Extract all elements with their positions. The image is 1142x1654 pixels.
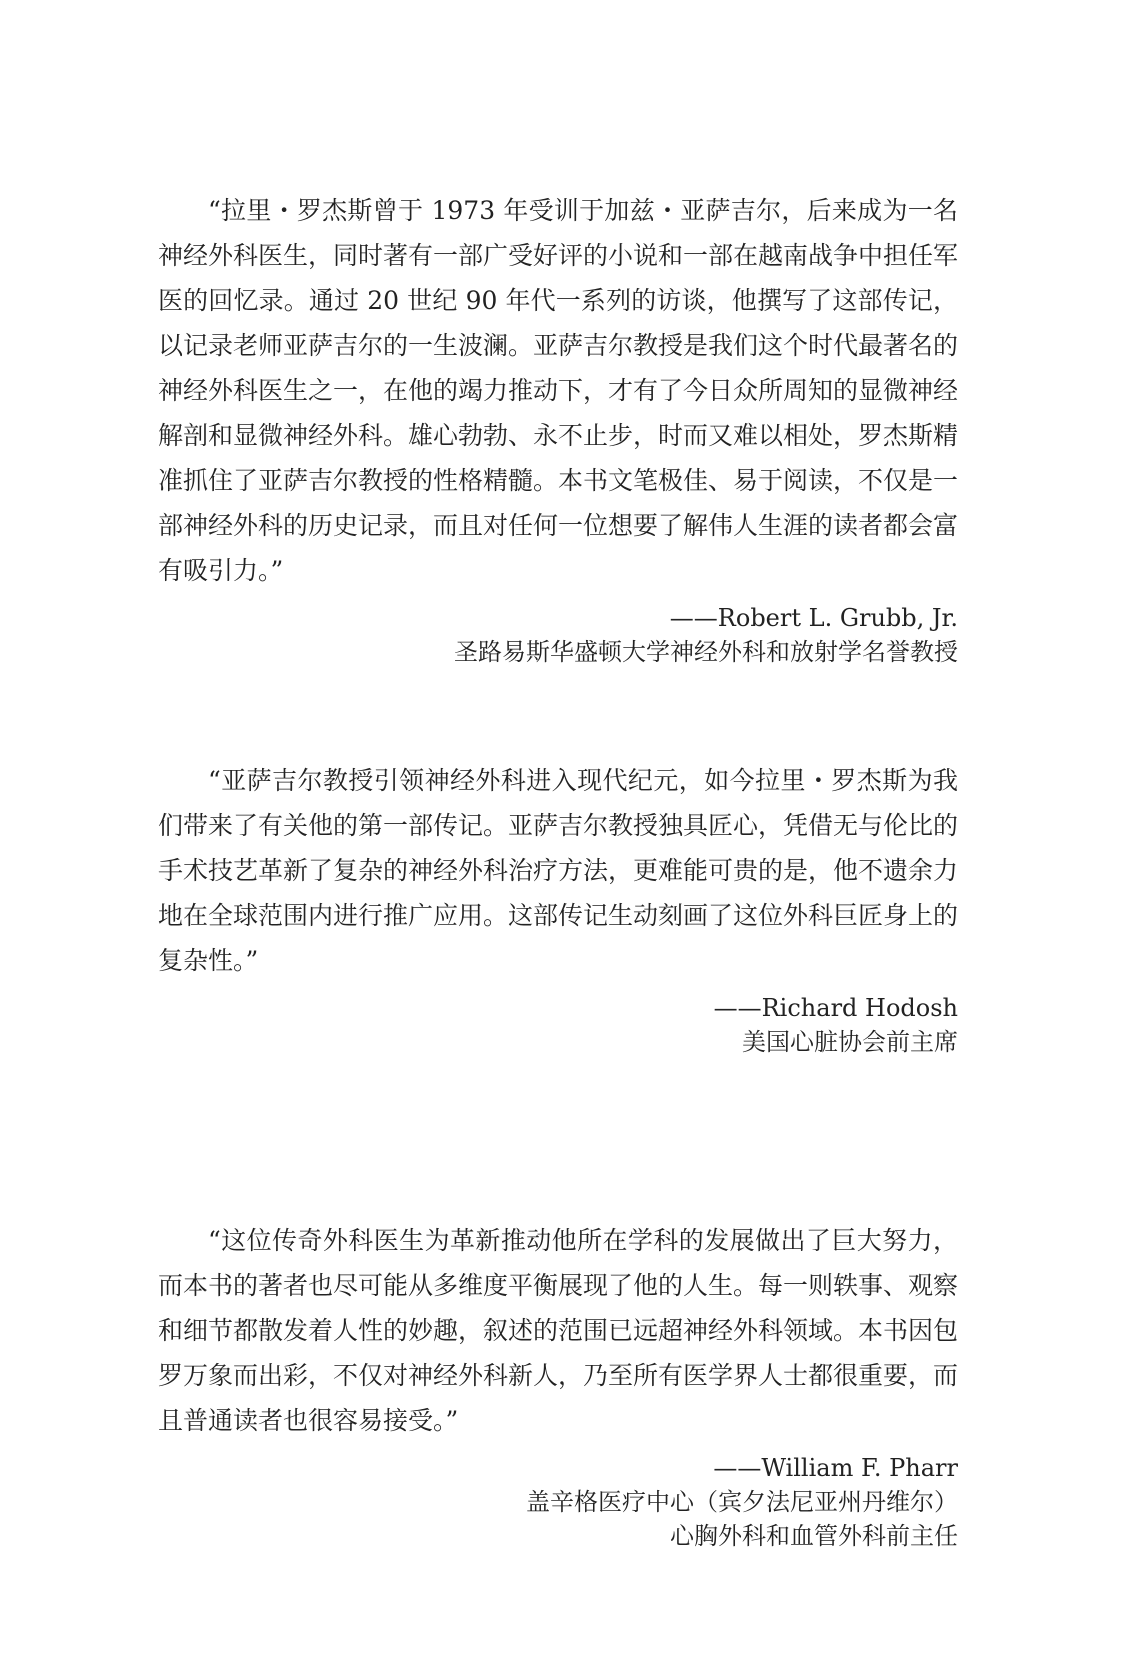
endorsement-affiliation: 盖辛格医疗中心（宾夕法尼亚州丹维尔）: [526, 1488, 958, 1516]
endorsement-pharr: [158, 1218, 958, 1553]
endorsement-author: ——Robert L. Grubb, Jr.: [669, 604, 958, 632]
endorsement-affiliation: 美国心脏协会前主席: [742, 1028, 958, 1056]
endorsement-quote: “这位传奇外科医生为革新推动他所在学科的发展做出了巨大努力，而本书的著者也尽可能从多维度平衡展现了他的人生。每一则轶事、观察和细节都散发着人性的妙趣，叙述的范围已远超神经外科领域。本书因包罗万象而出彩，不仅对神经外科新人，乃至所有医学界人士都很重要，而且普通读者也很容易接受。”: [158, 1226, 959, 1435]
endorsement-affiliation: 圣路易斯华盛顿大学神经外科和放射学名誉教授: [454, 638, 958, 666]
endorsement-attribution: [158, 601, 958, 669]
endorsement-quote: “亚萨吉尔教授引领神经外科进入现代纪元，如今拉里・罗杰斯为我们带来了有关他的第一部传记。亚萨吉尔教授独具匠心，凭借无与伦比的手术技艺革新了复杂的神经外科治疗方法，更难能可贵的是，他不遗余力地在全球范围内进行推广应用。这部传记生动刻画了这位外科巨匠身上的复杂性。”: [158, 766, 959, 975]
endorsement-quote: “拉里・罗杰斯曾于 1973 年受训于加兹・亚萨吉尔，后来成为一名神经外科医生，同时著有一部广受好评的小说和一部在越南战争中担任军医的回忆录。通过 20 世纪 90 年代一系列的访谈，他撰写了这部传记，以记录老师亚萨吉尔的一生波澜。亚萨吉尔教授是我们这个时代最著名的神经外科医生之一，在他的竭力推动下，才有了今日众所周知的显微神经解剖和显微神经外科。雄心勃勃、永不止步，时而又难以相处，罗杰斯精准抓住了亚萨吉尔教授的性格精髓。本书文笔极佳、易于阅读，不仅是一部神经外科的历史记录，而且对任何一位想要了解伟人生涯的读者都会富有吸引力。”: [158, 196, 959, 585]
endorsement-affiliation: 心胸外科和血管外科前主任: [670, 1522, 958, 1550]
endorsement-attribution: [158, 1451, 958, 1553]
endorsement-hodosh: [158, 758, 958, 1059]
endorsement-grubb: [158, 188, 958, 669]
endorsement-author: ——Richard Hodosh: [713, 994, 958, 1022]
endorsement-attribution: [158, 991, 958, 1059]
endorsement-author: ——William F. Pharr: [713, 1454, 958, 1482]
book-page: [158, 0, 958, 1654]
